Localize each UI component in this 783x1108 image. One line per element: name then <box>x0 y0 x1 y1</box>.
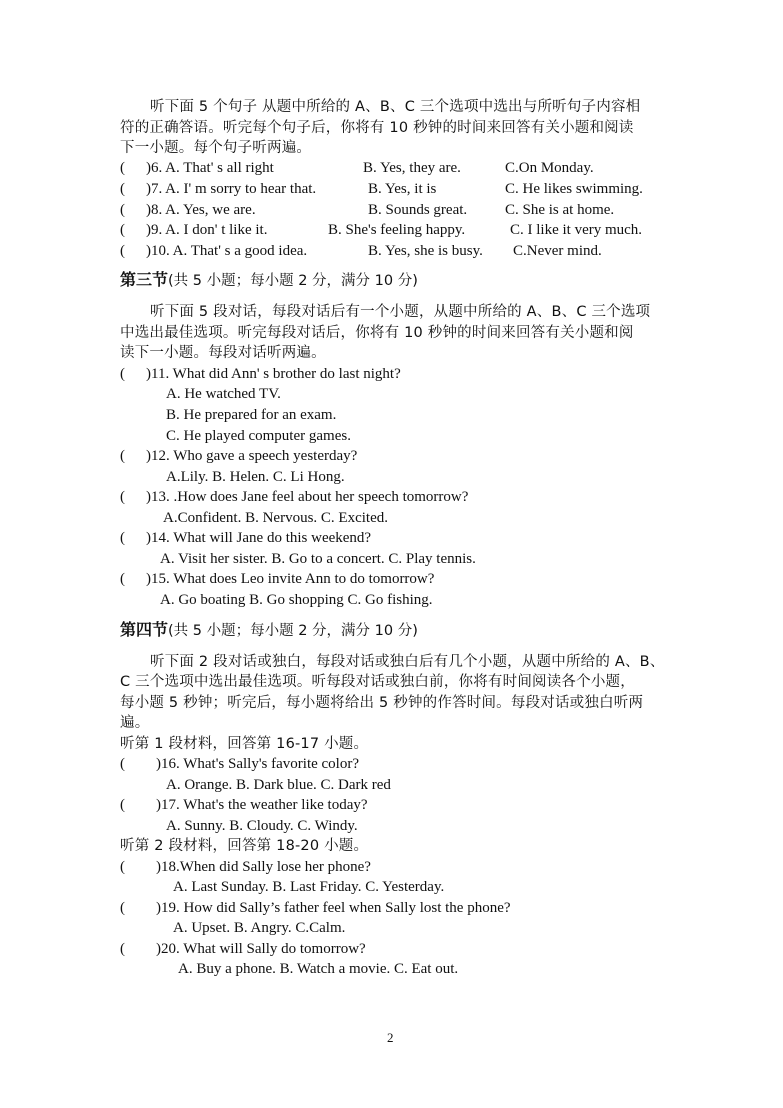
q8-bracket: ( <box>120 202 125 218</box>
part4-intro-line-1: 听下面 2 段对话或独白，每段对话或独白后有几个小题，从题中所给的 A、B、 <box>150 654 665 670</box>
q7-option-a: )7. A. I' m sorry to hear that. <box>146 181 317 197</box>
part3-heading <box>120 270 418 291</box>
q19-stem: )19. How did Sally’s father feel when Sally lost the phone? <box>156 900 511 916</box>
q10-option-a: )10. A. That' s a good idea. <box>146 243 308 259</box>
q15-stem: )15. What does Leo invite Ann to do tomorrow? <box>146 571 435 587</box>
page-number: 2 <box>387 1030 394 1045</box>
q11-option-b: B. He prepared for an exam. <box>166 407 337 423</box>
q10-option-b: B. Yes, she is busy. <box>368 243 483 259</box>
q17-options: A. Sunny. B. Cloudy. C. Windy. <box>166 818 358 834</box>
part3-title: 第三节 <box>120 270 169 289</box>
q19-options: A. Upset. B. Angry. C.Calm. <box>173 920 346 936</box>
part3-intro-line-3: 读下一小题。每段对话听两遍。 <box>120 345 326 361</box>
part4-intro-line-2: C 三个选项中选出最佳选项。听每段对话或独白前，你将有时间阅读各个小题， <box>120 674 635 690</box>
part2-intro-line-3: 下一小题。每个句子听两遍。 <box>120 140 312 156</box>
q20-options: A. Buy a phone. B. Watch a movie. C. Eat out. <box>178 961 459 977</box>
material-1-label: 听第 1 段材料，回答第 16-17 小题。 <box>120 736 369 752</box>
part3-subtitle: (共 5 小题；每小题 2 分，满分 10 分) <box>168 273 418 289</box>
part4-subtitle: (共 5 小题；每小题 2 分，满分 10 分) <box>168 623 418 639</box>
q10-bracket: ( <box>120 243 125 259</box>
q18-bracket: ( <box>120 859 125 875</box>
q8-option-a: )8. A. Yes, we are. <box>146 202 256 218</box>
q6-option-c: C.On Monday. <box>505 160 594 176</box>
q13-stem: )13. .How does Jane feel about her speech tomorrow? <box>146 489 469 505</box>
q9-option-a: )9. A. I don' t like it. <box>146 222 268 238</box>
q18-stem: )18.When did Sally lose her phone? <box>156 859 371 875</box>
q12-bracket: ( <box>120 448 125 464</box>
q9-option-c: C. I like it very much. <box>510 222 643 238</box>
q8-option-c: C. She is at home. <box>505 202 615 218</box>
part2-intro-line-2: 符的正确答语。听完每个句子后，你将有 10 秒钟的时间来回答有关小题和阅读 <box>120 120 634 136</box>
part4-intro-line-3: 每小题 5 秒钟；听完后，每小题将给出 5 秒钟的作答时间。每段对话或独白听两 <box>120 695 644 711</box>
q12-options: A.Lily. B. Helen. C. Li Hong. <box>166 469 345 485</box>
q9-option-b: B. She's feeling happy. <box>328 222 466 238</box>
q20-bracket: ( <box>120 941 125 957</box>
q19-bracket: ( <box>120 900 125 916</box>
q16-stem: )16. What's Sally's favorite color? <box>156 756 359 772</box>
q7-option-b: B. Yes, it is <box>368 181 437 197</box>
q7-option-c: C. He likes swimming. <box>505 181 643 197</box>
part4-intro-line-4: 遍。 <box>120 715 150 731</box>
q10-option-c: C.Never mind. <box>513 243 602 259</box>
q15-options: A. Go boating B. Go shopping C. Go fishing. <box>160 592 433 608</box>
q11-stem: )11. What did Ann' s brother do last night? <box>146 366 401 382</box>
q8-option-b: B. Sounds great. <box>368 202 468 218</box>
material-2-label: 听第 2 段材料，回答第 18-20 小题。 <box>120 838 369 854</box>
q17-bracket: ( <box>120 797 125 813</box>
q9-bracket: ( <box>120 222 125 238</box>
part2-intro-line-1: 听下面 5 个句子 从题中所给的 A、B、C 三个选项中选出与所听句子内容相 <box>150 99 641 115</box>
q6-bracket: ( <box>120 160 125 176</box>
q14-stem: )14. What will Jane do this weekend? <box>146 530 372 546</box>
q15-bracket: ( <box>120 571 125 587</box>
part3-intro-line-1: 听下面 5 段对话，每段对话后有一个小题，从题中所给的 A、B、C 三个选项 <box>150 304 651 320</box>
q17-stem: )17. What's the weather like today? <box>156 797 368 813</box>
q13-options: A.Confident. B. Nervous. C. Excited. <box>163 510 388 526</box>
q6-option-b: B. Yes, they are. <box>363 160 461 176</box>
part4-heading <box>120 620 418 641</box>
q11-option-a: A. He watched TV. <box>166 386 281 402</box>
q20-stem: )20. What will Sally do tomorrow? <box>156 941 366 957</box>
q14-bracket: ( <box>120 530 125 546</box>
part4-title: 第四节 <box>120 620 169 639</box>
q18-options: A. Last Sunday. B. Last Friday. C. Yesterday. <box>173 879 445 895</box>
q11-bracket: ( <box>120 366 125 382</box>
q16-bracket: ( <box>120 756 125 772</box>
q7-bracket: ( <box>120 181 125 197</box>
q16-options: A. Orange. B. Dark blue. C. Dark red <box>166 777 391 793</box>
q14-options: A. Visit her sister. B. Go to a concert. C. Play tennis. <box>160 551 476 567</box>
q6-option-a: )6. A. That' s all right <box>146 160 274 176</box>
part3-intro-line-2: 中选出最佳选项。听完每段对话后，你将有 10 秒钟的时间来回答有关小题和阅 <box>120 325 634 341</box>
q11-option-c: C. He played computer games. <box>166 428 351 444</box>
q12-stem: )12. Who gave a speech yesterday? <box>146 448 358 464</box>
q13-bracket: ( <box>120 489 125 505</box>
